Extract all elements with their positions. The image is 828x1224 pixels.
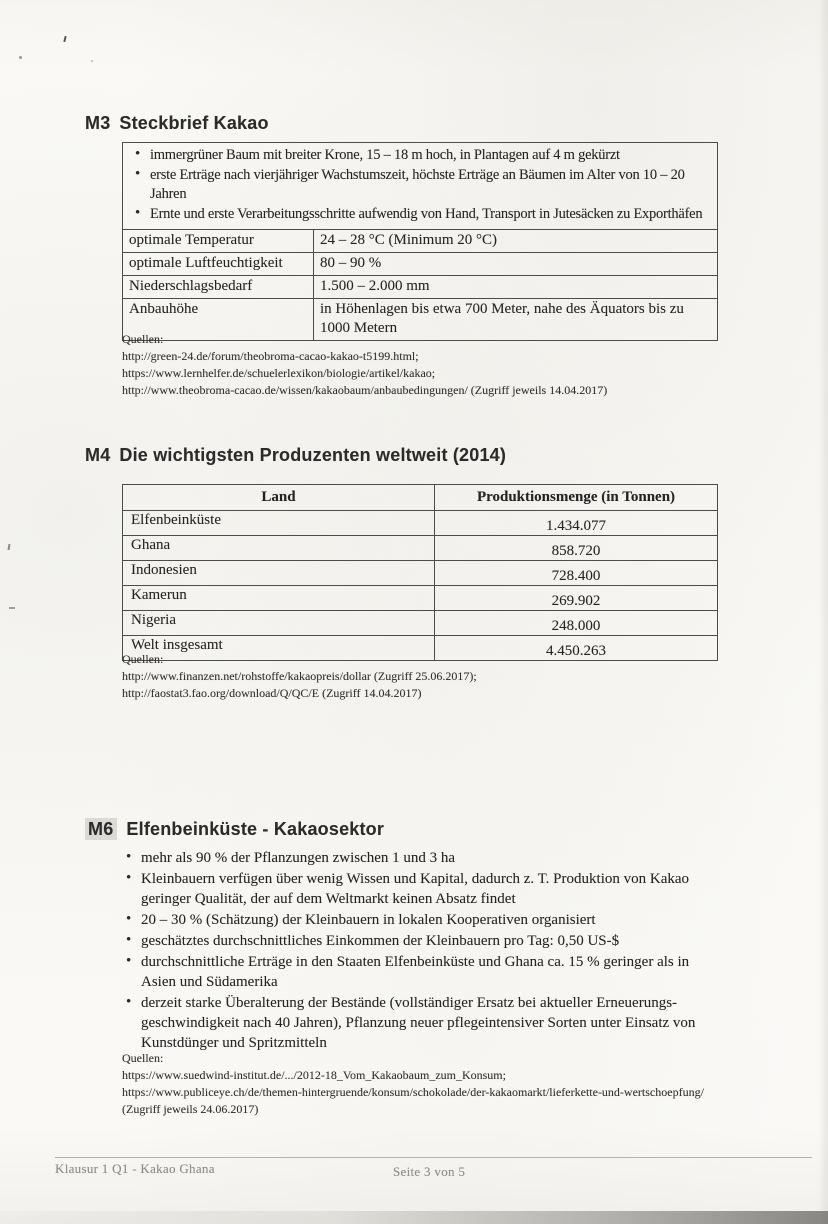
source-url: https://www.suedwind-institut.de/.../2012-18_Vom_Kakaobaum_zum_Konsum; xyxy=(122,1068,506,1082)
scan-speck xyxy=(7,544,10,550)
country-cell: Welt insgesamt xyxy=(123,636,435,661)
m3-bullet-list xyxy=(131,146,711,224)
table-header-row xyxy=(123,485,718,511)
m4-heading xyxy=(85,445,506,466)
sources-label: Quellen: xyxy=(122,332,164,346)
m3-label: M3 xyxy=(85,112,111,133)
sources-label: Quellen: xyxy=(122,652,164,666)
amount-cell: 248.000 xyxy=(435,611,718,636)
m4-label: M4 xyxy=(85,444,111,465)
amount-cell: 269.902 xyxy=(435,586,718,611)
amount-cell: 1.434.077 xyxy=(435,511,718,536)
m4-title: Die wichtigsten Produzenten weltweit (2014) xyxy=(119,444,507,465)
footer-exam-label: Klausur 1 Q1 - Kakao Ghana xyxy=(55,1161,215,1176)
list-item: • geschätztes durchschnittliches Einkommen der Kleinbauern pro Tag: 0,50 US-$ xyxy=(122,931,724,951)
m3-factsheet-table xyxy=(122,142,718,341)
m3-row-label: optimale Temperatur xyxy=(123,230,314,253)
m3-row-value: in Höhenlagen bis etwa 700 Meter, nahe des Äquators bis zu 1000 Metern xyxy=(314,299,718,341)
table-row xyxy=(123,143,718,230)
table-row xyxy=(123,230,718,253)
country-cell: Kamerun xyxy=(123,586,435,611)
scan-speck xyxy=(91,60,93,62)
list-item: • Ernte und erste Verarbeitungsschritte aufwendig von Hand, Transport in Jutesäcken zu Exporthäfen xyxy=(131,205,711,224)
table-row xyxy=(123,276,718,299)
m6-sources xyxy=(122,1050,726,1118)
table-row xyxy=(123,586,718,611)
source-url: http://faostat3.fao.org/download/Q/QC/E (Zugriff 14.04.2017) xyxy=(122,686,422,700)
paper-edge-shadow xyxy=(818,0,828,1224)
scan-speck xyxy=(19,56,22,59)
amount-cell: 858.720 xyxy=(435,536,718,561)
column-header-produktionsmenge: Produktionsmenge (in Tonnen) xyxy=(435,485,718,511)
m3-row-label: Anbauhöhe xyxy=(123,299,314,341)
source-url: http://www.theobroma-cacao.de/wissen/kakaobaum/anbaubedingungen/ (Zugriff jeweils 14.04.2017) xyxy=(122,383,608,397)
list-item: • mehr als 90 % der Pflanzungen zwischen 1 und 3 ha xyxy=(122,848,724,868)
m4-sources xyxy=(122,651,726,702)
country-cell: Elfenbeinküste xyxy=(123,511,435,536)
list-item: • derzeit starke Überalterung der Bestände (vollständiger Ersatz bei aktueller Erneuerungs-geschwindigkeit nach 40 Jahren), Pflanzung neuer pflegeintensiver Sorten unter Einsatz von Kunstdünger und Spritzmitteln xyxy=(122,993,724,1053)
scan-speck xyxy=(63,36,66,42)
list-item: • Kleinbauern verfügen über wenig Wissen und Kapital, dadurch z. T. Produktion von Kakao geringer Qualität, der auf dem Weltmarkt keinen Absatz findet xyxy=(122,869,724,909)
amount-cell: 728.400 xyxy=(435,561,718,586)
m3-heading xyxy=(85,113,269,134)
list-item: • immergrüner Baum mit breiter Krone, 15 – 18 m hoch, in Plantagen auf 4 m gekürzt xyxy=(131,146,711,165)
m3-row-label: Niederschlagsbedarf xyxy=(123,276,314,299)
m6-heading xyxy=(85,819,384,840)
paper-bottom-shadow xyxy=(0,1211,828,1224)
scan-speck xyxy=(9,607,15,609)
list-item: • 20 – 30 % (Schätzung) der Kleinbauern in lokalen Kooperativen organisiert xyxy=(122,910,724,930)
list-item: • erste Erträge nach vierjähriger Wachstumszeit, höchste Erträge an Bäumen im Alter von 10 – 20 Jahren xyxy=(131,166,711,204)
sources-label: Quellen: xyxy=(122,1051,164,1065)
m6-label: M6 xyxy=(85,818,117,840)
source-url: http://www.finanzen.net/rohstoffe/kakaopreis/dollar (Zugriff 25.06.2017); xyxy=(122,669,477,683)
source-url: https://www.publiceye.ch/de/themen-hintergruende/konsum/schokolade/der-kakaomarkt/lieferkette-und-wertschoepfung/ (Zugriff jeweils 24.06.2017) xyxy=(122,1085,704,1116)
amount-cell: 4.450.263 xyxy=(435,636,718,661)
country-cell: Indonesien xyxy=(123,561,435,586)
table-row xyxy=(123,253,718,276)
m4-producers-table xyxy=(122,484,718,661)
column-header-land: Land xyxy=(123,485,435,511)
m6-title: Elfenbeinküste - Kakaosektor xyxy=(126,818,385,839)
page-footer xyxy=(55,1157,812,1177)
country-cell: Nigeria xyxy=(123,611,435,636)
m3-row-value: 80 – 90 % xyxy=(314,253,718,276)
table-row xyxy=(123,536,718,561)
m3-title: Steckbrief Kakao xyxy=(119,112,269,133)
m3-row-label: optimale Luftfeuchtigkeit xyxy=(123,253,314,276)
source-url: https://www.lernhelfer.de/schuelerlexikon/biologie/artikel/kakao; xyxy=(122,366,436,380)
country-cell: Ghana xyxy=(123,536,435,561)
m3-row-value: 1.500 – 2.000 mm xyxy=(314,276,718,299)
m3-row-value: 24 – 28 °C (Minimum 20 °C) xyxy=(314,230,718,253)
m3-sources xyxy=(122,331,726,399)
table-row xyxy=(123,611,718,636)
source-url: http://green-24.de/forum/theobroma-cacao-kakao-t5199.html; xyxy=(122,349,419,363)
list-item: • durchschnittliche Erträge in den Staaten Elfenbeinküste und Ghana ca. 15 % geringer als in Asien und Südamerika xyxy=(122,952,724,992)
m6-bullet-list xyxy=(122,848,724,1054)
table-row xyxy=(123,511,718,536)
table-row xyxy=(123,561,718,586)
footer-page-number: Seite 3 von 5 xyxy=(393,1164,466,1179)
